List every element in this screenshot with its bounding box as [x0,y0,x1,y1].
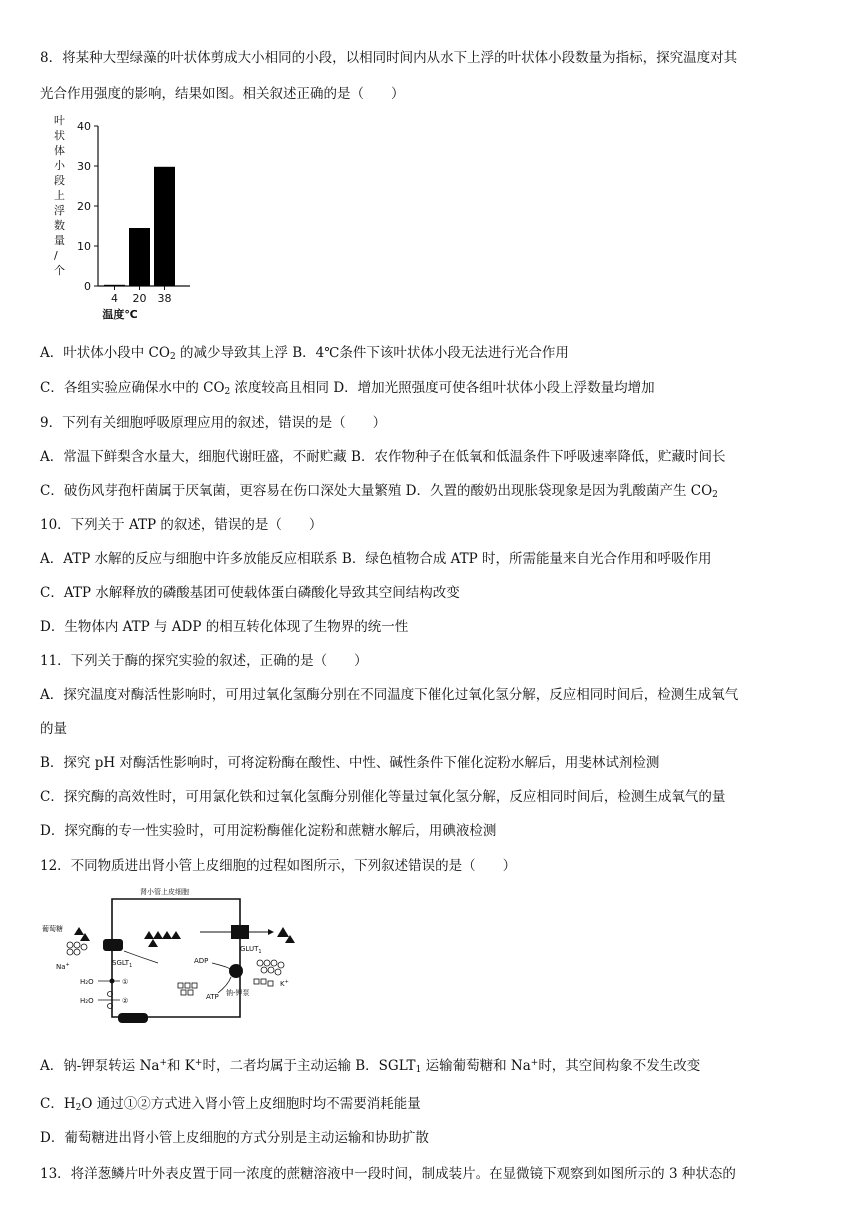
na-label: Na+ [56,962,70,971]
x-axis-label: 温度℃ [102,308,138,321]
q11-option-a-line1: A．探究温度对酶活性影响时，可用过氧化氢酶分别在不同温度下催化过氧化氢分解，反应相同时间后，检测生成氧气 [40,687,739,703]
arrow-head-icon [268,929,274,935]
glut1-label: $GLUT_1$ [240,945,262,955]
q8-stem-line1: 8．将某种大型绿藻的叶状体剪成大小相同的小段，以相同时间内从水下上浮的叶状体小段数量为指标，探究温度对其 [40,50,738,66]
x-tick-label: 38 [157,292,172,305]
y-tick-label: 20 [77,200,91,213]
q12-option-c: C．$H_2O$ 通过①②方式进入肾小管上皮细胞时均不需要消耗能量 [40,1096,421,1113]
water-molecule-icon [110,979,115,984]
sglt1-transporter [103,939,123,951]
na-k-pump [229,964,243,978]
sodium-inflow-arrow [124,951,158,963]
q10-option-c: C．ATP 水解释放的磷酸基团可使载体蛋白磷酸化导致其空间结构改变 [40,585,460,601]
atp-label: ATP [206,993,219,1001]
glucose-label: 葡萄糖 [42,925,63,933]
q10-options-ab: A．ATP 水解的反应与细胞中许多放能反应相联系 B．绿色植物合成 ATP 时，所需能量来自光合作用和呼吸作用 [40,551,712,567]
q11-option-b: B．探究 pH 对酶活性影响时，可将淀粉酶在酸性、中性、碱性条件下催化淀粉水解后，用斐林试剂检测 [40,755,660,771]
q8-options-cd: C．各组实验应确保水中的 $CO_2$ 浓度较高且相同 D．增加光照强度可使各组叶状体小段上浮数量均增加 [40,380,655,397]
q9-stem: 9．下列有关细胞呼吸原理应用的叙述，错误的是（ ） [40,415,387,431]
h2o-label-1: H₂O [80,978,94,986]
q8-bar-chart [40,108,200,328]
cell-membrane [112,899,240,1017]
pump-label: 钠-钾泵 [226,989,250,997]
bar-4 [104,285,125,286]
marker-1: ① [122,978,129,986]
y-tick-label: 0 [84,280,91,293]
potassium-outside-icon [254,979,273,986]
chart-bars [104,167,175,286]
k-label: K+ [280,979,289,988]
y-tick-label: 10 [77,240,91,253]
x-tick-label: 4 [111,292,118,305]
q11-option-a-line2: 的量 [40,721,67,737]
h2o-label-2: H₂O [80,997,94,1005]
q10-stem: 10．下列关于 ATP 的叙述，错误的是（ ） [40,517,323,533]
q11-option-c: C．探究酶的高效性时，可用氯化铁和过氧化氢酶分别催化等量过氧化氢分解，反应相同时间后，检测生成氧气的量 [40,789,726,805]
q8-options-ab: A．叶状体小段中 $CO_2$ 的减少导致其上浮 B．4℃条件下该叶状体小段无法进行光合作用 [40,345,569,362]
x-tick-label: 20 [132,292,147,305]
q9-options-ab: A．常温下鲜梨含水量大，细胞代谢旺盛，不耐贮藏 B．农作物种子在低氧和低温条件下呼吸速率降低，贮藏时间长 [40,449,726,465]
q12-options-ab: A．钠-钾泵转运 Na+和 K+时，二者均属于主动运输 B．$SGLT_1$ 运输葡萄糖和 Na+时，其空间构象不发生改变 [40,1058,701,1075]
q11-option-d: D．探究酶的专一性实验时，可用淀粉酶催化淀粉和蔗糖水解后，用碘液检测 [40,823,497,839]
marker-2: ② [122,997,129,1005]
y-tick-label: 30 [77,160,91,173]
bar-20 [129,228,150,286]
glucose-triangle-icon [74,927,84,935]
bar-38 [154,167,175,286]
channel-protein [118,1013,148,1023]
y-axis-label: 叶状体小段上浮数量/个 [54,114,65,277]
cell-label: 肾小管上皮细胞 [140,888,189,896]
q12-stem: 12．不同物质进出肾小管上皮细胞的过程如图所示，下列叙述错误的是（ ） [40,858,517,874]
q8-stem-line2: 光合作用强度的影响，结果如图。相关叙述正确的是（ ） [40,86,405,102]
potassium-inside-icon [178,983,197,995]
y-tick-label: 40 [77,120,91,133]
q12-option-d: D．葡萄糖进出肾小管上皮细胞的方式分别是主动运输和协助扩散 [40,1130,429,1146]
sodium-ions-right [257,960,284,975]
sglt1-label: $SGLT_1$ [112,959,133,969]
sodium-ions-left [67,942,87,955]
glucose-inside-icon [144,931,181,947]
adp-label: ADP [194,957,209,965]
q13-stem: 13．将洋葱鳞片叶外表皮置于同一浓度的蔗糖溶液中一段时间，制成装片。在显微镜下观察到如图所示的 3 种状态的 [40,1166,736,1182]
glucose-out-icon [277,927,289,937]
q9-options-cd: C．破伤风芽孢杆菌属于厌氧菌，更容易在伤口深处大量繁殖 D．久置的酸奶出现胀袋现象是因为乳酸菌产生 $CO_2$ [40,483,718,500]
kidney-tubule-cell-diagram [40,885,320,1035]
q11-stem: 11．下列关于酶的探究实验的叙述，正确的是（ ） [40,653,368,669]
chart-labels [54,113,172,321]
q10-option-d: D．生物体内 ATP 与 ADP 的相互转化体现了生物界的统一性 [40,619,409,635]
adp-arrow [212,963,230,969]
